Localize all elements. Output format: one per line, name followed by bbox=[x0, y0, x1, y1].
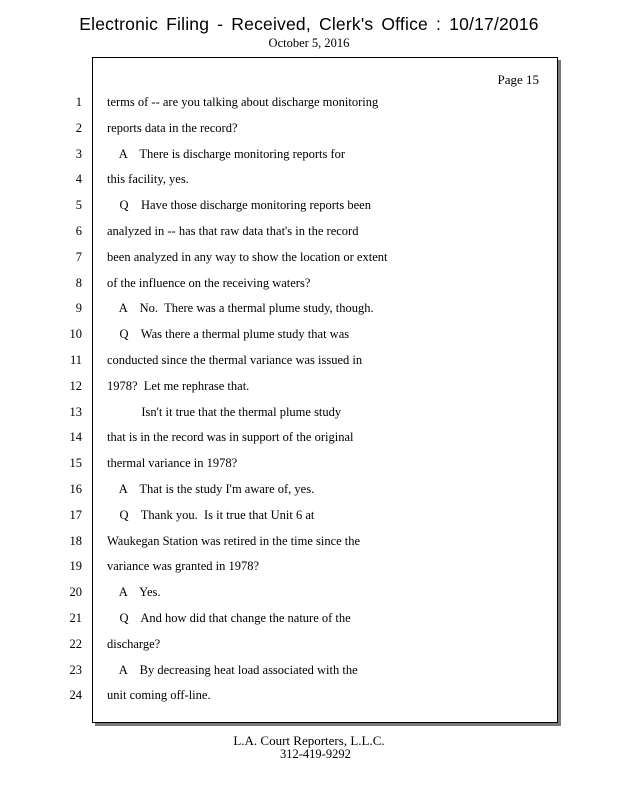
line-number: 17 bbox=[69, 507, 82, 522]
line-number: 18 bbox=[69, 533, 82, 548]
line-number: 13 bbox=[69, 404, 82, 419]
transcript-line: A There is discharge monitoring reports for bbox=[107, 146, 346, 161]
transcript-line: Isn't it true that the thermal plume study bbox=[107, 404, 342, 419]
line-number: 6 bbox=[75, 223, 82, 238]
deposition-date: October 5, 2016 bbox=[268, 36, 350, 50]
line-number: 5 bbox=[75, 198, 82, 213]
transcript-line: Q Thank you. Is it true that Unit 6 at bbox=[107, 507, 315, 522]
line-number: 16 bbox=[69, 481, 82, 496]
line-number: 11 bbox=[69, 352, 82, 367]
line-number: 19 bbox=[69, 559, 82, 574]
court-reporter-name: L.A. Court Reporters, L.L.C. bbox=[233, 733, 385, 748]
line-number: 22 bbox=[69, 636, 82, 651]
transcript-line: been analyzed in any way to show the location or extent bbox=[107, 249, 388, 264]
transcript-line: this facility, yes. bbox=[107, 172, 189, 187]
transcript-line: of the influence on the receiving waters? bbox=[107, 275, 311, 290]
line-number: 2 bbox=[75, 120, 82, 135]
transcript-line: reports data in the record? bbox=[107, 120, 238, 135]
line-number: 7 bbox=[75, 249, 82, 264]
line-number: 15 bbox=[69, 456, 82, 471]
line-number-column bbox=[58, 95, 82, 714]
transcript-text bbox=[107, 95, 547, 714]
line-number: 20 bbox=[69, 585, 82, 600]
transcript-line: terms of -- are you talking about discharge monitoring bbox=[107, 95, 379, 109]
transcript-line: unit coming off-line. bbox=[107, 688, 211, 703]
transcript-line: A Yes. bbox=[107, 585, 161, 600]
court-reporter-phone: 312-419-9292 bbox=[280, 747, 351, 761]
transcript-line: Waukegan Station was retired in the time since the bbox=[107, 533, 361, 548]
line-number: 1 bbox=[75, 95, 82, 109]
line-number: 4 bbox=[75, 172, 82, 187]
line-number: 12 bbox=[69, 378, 82, 393]
transcript-line: conducted since the thermal variance was issued in bbox=[107, 352, 363, 367]
transcript-line: thermal variance in 1978? bbox=[107, 456, 238, 471]
transcript-line: A No. There was a thermal plume study, though. bbox=[107, 301, 374, 316]
transcript-line: discharge? bbox=[107, 636, 161, 651]
transcript-line: A That is the study I'm aware of, yes. bbox=[107, 481, 315, 496]
line-number: 3 bbox=[75, 146, 82, 161]
transcript-line: Q Was there a thermal plume study that was bbox=[107, 327, 350, 342]
line-number: 10 bbox=[69, 327, 82, 342]
transcript-line: variance was granted in 1978? bbox=[107, 559, 260, 574]
transcript-line: A By decreasing heat load associated with the bbox=[107, 662, 358, 677]
line-number: 9 bbox=[75, 301, 82, 316]
transcript-line: that is in the record was in support of the original bbox=[107, 430, 354, 445]
transcript-line: Q And how did that change the nature of the bbox=[107, 610, 351, 625]
page-number: Page 15 bbox=[497, 72, 539, 87]
transcript-line: 1978? Let me rephrase that. bbox=[107, 378, 250, 393]
line-number: 24 bbox=[69, 688, 82, 703]
transcript-line: analyzed in -- has that raw data that's in the record bbox=[107, 223, 359, 238]
line-number: 23 bbox=[69, 662, 82, 677]
filing-stamp: Electronic Filing - Received, Clerk's Office : 10/17/2016 bbox=[79, 14, 539, 34]
transcript-line: Q Have those discharge monitoring reports been bbox=[107, 198, 371, 213]
line-number: 14 bbox=[69, 430, 82, 445]
line-number: 8 bbox=[75, 275, 82, 290]
line-number: 21 bbox=[69, 610, 82, 625]
